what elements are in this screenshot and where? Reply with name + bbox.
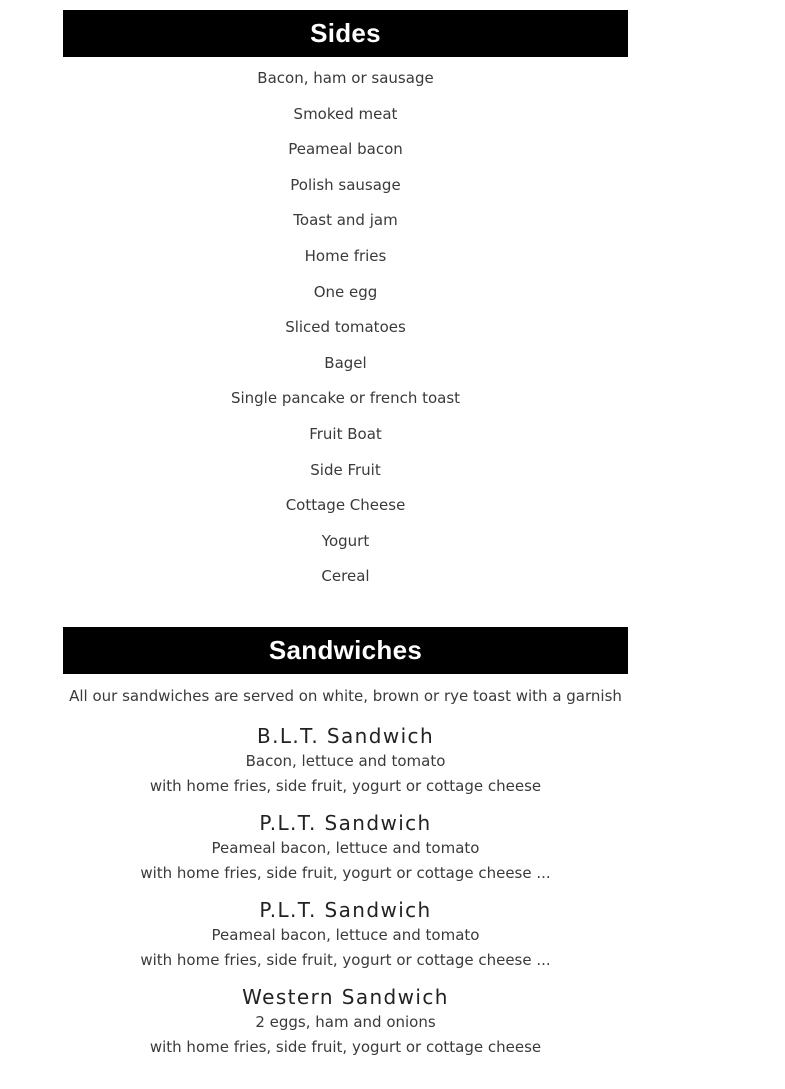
sandwich-name: Western Sandwich: [242, 984, 449, 1009]
sandwich-sides: with home fries, side fruit, yogurt or cottage cheese ...: [140, 950, 551, 969]
side-item: Bacon, ham or sausage: [257, 69, 434, 87]
menu-column: [63, 10, 628, 1058]
sides-header: Sides: [63, 10, 628, 57]
side-item: Yogurt: [321, 531, 370, 550]
side-item: Polish sausage: [290, 175, 401, 194]
side-item: One egg: [313, 282, 378, 301]
sides-list: [63, 57, 628, 601]
sandwich-description: 2 eggs, ham and onions: [255, 1012, 436, 1031]
side-item: Side Fruit: [310, 460, 381, 479]
side-item: Fruit Boat: [309, 424, 382, 443]
sandwich-item: [63, 896, 628, 971]
sandwich-description: Bacon, lettuce and tomato: [245, 751, 446, 770]
sandwich-sides: with home fries, side fruit, yogurt or cottage cheese ...: [140, 863, 551, 882]
sandwich-item: [63, 722, 628, 797]
sandwiches-header: Sandwiches: [63, 627, 628, 674]
sandwich-name: P.L.T. Sandwich: [259, 810, 432, 835]
sandwiches-section: [63, 627, 628, 1058]
sandwich-sides: with home fries, side fruit, yogurt or cottage cheese: [149, 1037, 542, 1056]
sandwich-name: P.L.T. Sandwich: [259, 897, 432, 922]
sandwich-description: Peameal bacon, lettuce and tomato: [211, 925, 480, 944]
sandwich-name: B.L.T. Sandwich: [256, 723, 435, 748]
sandwich-description: Peameal bacon, lettuce and tomato: [211, 838, 480, 857]
side-item: Sliced tomatoes: [285, 318, 406, 337]
side-item: Bagel: [324, 353, 367, 372]
side-item: Peameal bacon: [288, 140, 403, 159]
side-item: Cottage Cheese: [285, 496, 406, 515]
side-item: Single pancake or french toast: [230, 389, 461, 408]
side-item: Cereal: [321, 567, 370, 586]
side-item: Toast and jam: [293, 211, 398, 230]
sides-section: [63, 10, 628, 601]
sandwich-item: [63, 809, 628, 884]
side-item: Home fries: [304, 246, 387, 265]
sandwiches-intro: All our sandwiches are served on white, brown or rye toast with a garnish: [69, 686, 622, 705]
sandwich-sides: with home fries, side fruit, yogurt or cottage cheese: [149, 776, 542, 795]
side-item: Smoked meat: [293, 104, 398, 123]
sandwich-item: [63, 983, 628, 1058]
